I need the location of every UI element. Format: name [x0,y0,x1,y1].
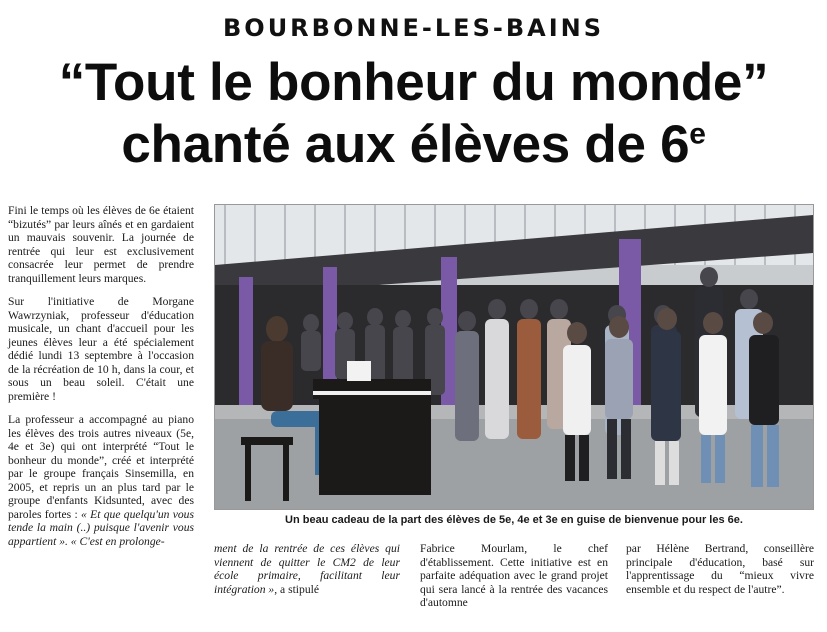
article-quote-continued: ment de la rentrée de ces élèves qui viennent de quitter le CM2 de leur école primaire, facilitant leur intégration » [214,542,400,596]
headline-line-2 [0,114,827,176]
article-column-1 [8,204,194,548]
article-photo [214,204,814,510]
headline-superscript: e [689,117,706,151]
page-title [0,52,827,176]
article-paragraph-3-text: La professeur a accompagné au piano les élèves des trois autres niveaux (5e, 4e et 3e) qui ont interprété “Tout le bonheur du monde”, créé et interprété par le groupe français Sinsemilla, en 2005, et repris un an plus tard par le groupe d'enfants Kidsunted, avec des paroles fortes : [8,413,194,521]
article-quote: « Et que quelqu'un vous tende la main (..) puisque l'avenir vous appartient ». « C'est en prolonge- [8,507,194,548]
article-paragraph-1: Fini le temps où les élèves de 6e étaient “bizutés” par leurs aînés et en gardaient un mauvais souvenir. La journée de rentrée qui leur est exclusivement consacrée leur permet de prendre tranquillement leurs marques. [8,204,194,285]
headline-line-1: “Tout le bonheur du monde” [58,53,769,112]
section-kicker: BOURBONNE-LES-BAINS [223,14,604,42]
article-paragraph-3 [8,413,194,548]
article-paragraph-2: Sur l'initiative de Morgane Wawrzyniak, professeur d'éducation musicale, un chant d'accueil pour les jeunes élèves leur a été spécialement dédié lundi 13 septembre à l'occasion de la récréation de 10 h, dans la cour, et sous un beau soleil. C'était une première ! [8,295,194,403]
photo-illustration [215,205,813,509]
article-column-4: par Hélène Bertrand, conseillère principale d'éducation, basé sur l'apprentissage du “mieux vivre ensemble et du respect de l'autre”. [626,542,814,596]
article-column-2 [214,542,400,596]
article-column-3: Fabrice Mourlam, le chef d'établissement. Cette initiative est en parfaite adéquation avec le grand projet qui sera lancé à la rentrée des vacances d'automne [420,542,608,609]
article-column-2-tail: , a stipulé [274,582,319,596]
headline-line-2-text: chanté aux élèves de 6 [121,115,690,174]
photo-caption: Un beau cadeau de la part des élèves de 5e, 4e et 3e en guise de bienvenue pour les 6e. [285,514,743,526]
